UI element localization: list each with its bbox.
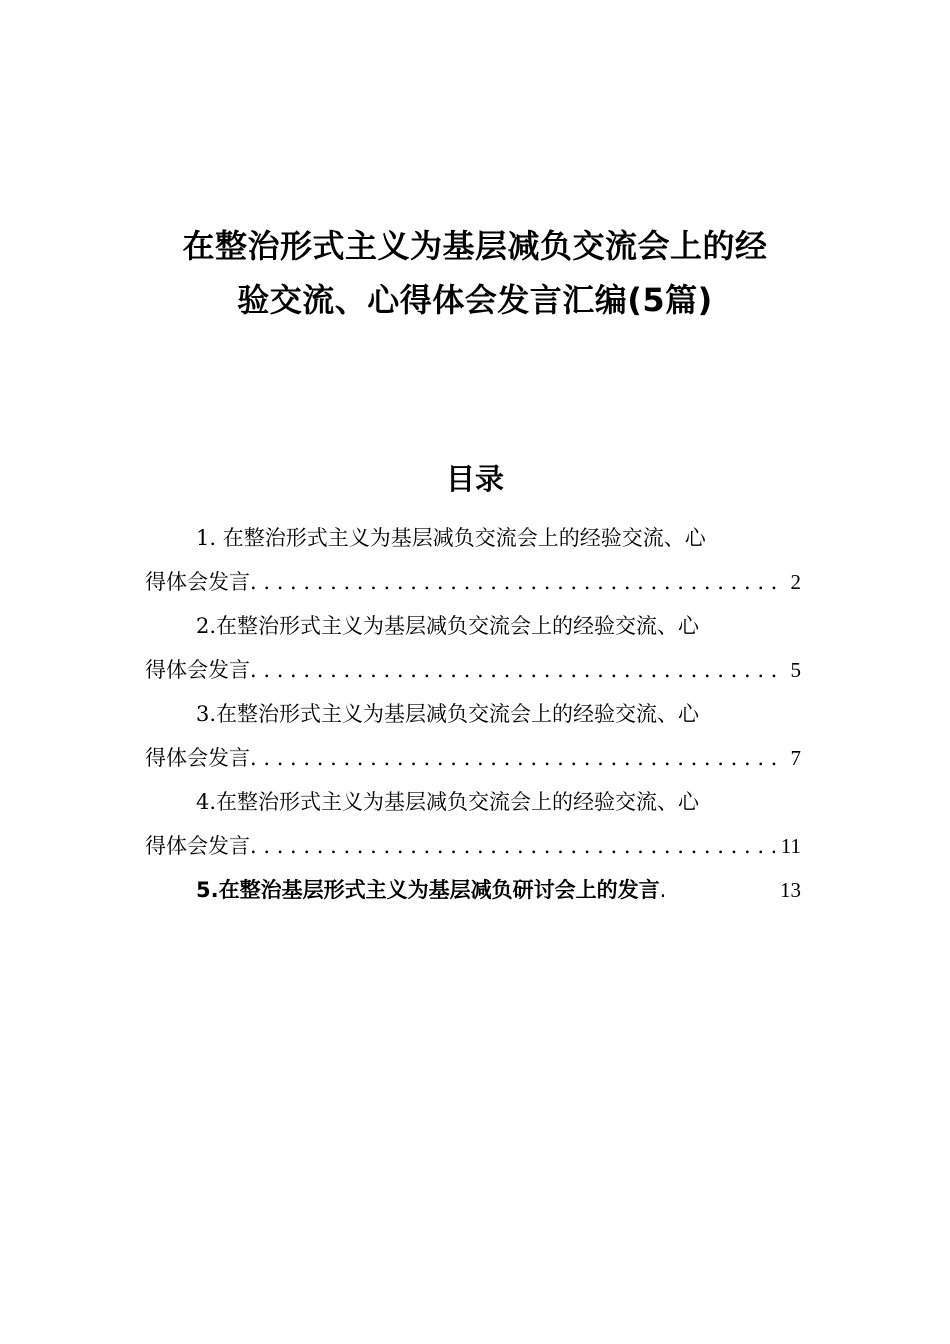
toc-entry-3-title-cont: 得体会发言 — [145, 746, 250, 770]
toc-entry-5-title: 5.在整治基层形式主义为基层减负研讨会上的发言 — [196, 878, 660, 902]
toc-entry-3-title: 3.在整治形式主义为基层减负交流会上的经验交流、心 — [196, 702, 700, 726]
toc-entry-2-title-cont: 得体会发言 — [145, 658, 250, 682]
toc-entry-1-title: 1. 在整治形式主义为基层减负交流会上的经验交流、心 — [196, 526, 706, 550]
toc-entry-4-leader — [250, 824, 775, 868]
toc-entry-3[interactable] — [145, 692, 805, 780]
toc-entry-1-leader — [250, 560, 785, 604]
toc-entry-3-page: 7 — [790, 746, 801, 770]
toc-entry-2-title: 2.在整治形式主义为基层减负交流会上的经验交流、心 — [196, 614, 700, 638]
toc-heading: 目录 — [445, 462, 504, 496]
document-title-line-1: 在整治形式主义为基层减负交流会上的经 — [182, 227, 768, 265]
toc-entry-4-title-cont: 得体会发言 — [145, 834, 250, 858]
toc-entry-4-title: 4.在整治形式主义为基层减负交流会上的经验交流、心 — [196, 790, 700, 814]
toc-entry-2-page: 5 — [790, 658, 801, 682]
toc-entry-5-page: 13 — [780, 878, 801, 902]
toc-entry-1-title-cont: 得体会发言 — [145, 570, 250, 594]
toc-entry-2-leader — [250, 648, 785, 692]
toc-entry-1[interactable] — [145, 516, 805, 604]
toc-entry-4-page: 11 — [780, 834, 801, 858]
toc-entry-5[interactable] — [196, 868, 805, 912]
toc-entry-4[interactable] — [145, 780, 805, 868]
document-title-line-2: 验交流、心得体会发言汇编(5篇) — [237, 281, 713, 319]
toc-entry-3-leader — [250, 736, 785, 780]
toc-entry-5-leader: . — [659, 878, 667, 902]
toc-entry-1-page: 2 — [790, 570, 801, 594]
toc-entry-2[interactable] — [145, 604, 805, 692]
